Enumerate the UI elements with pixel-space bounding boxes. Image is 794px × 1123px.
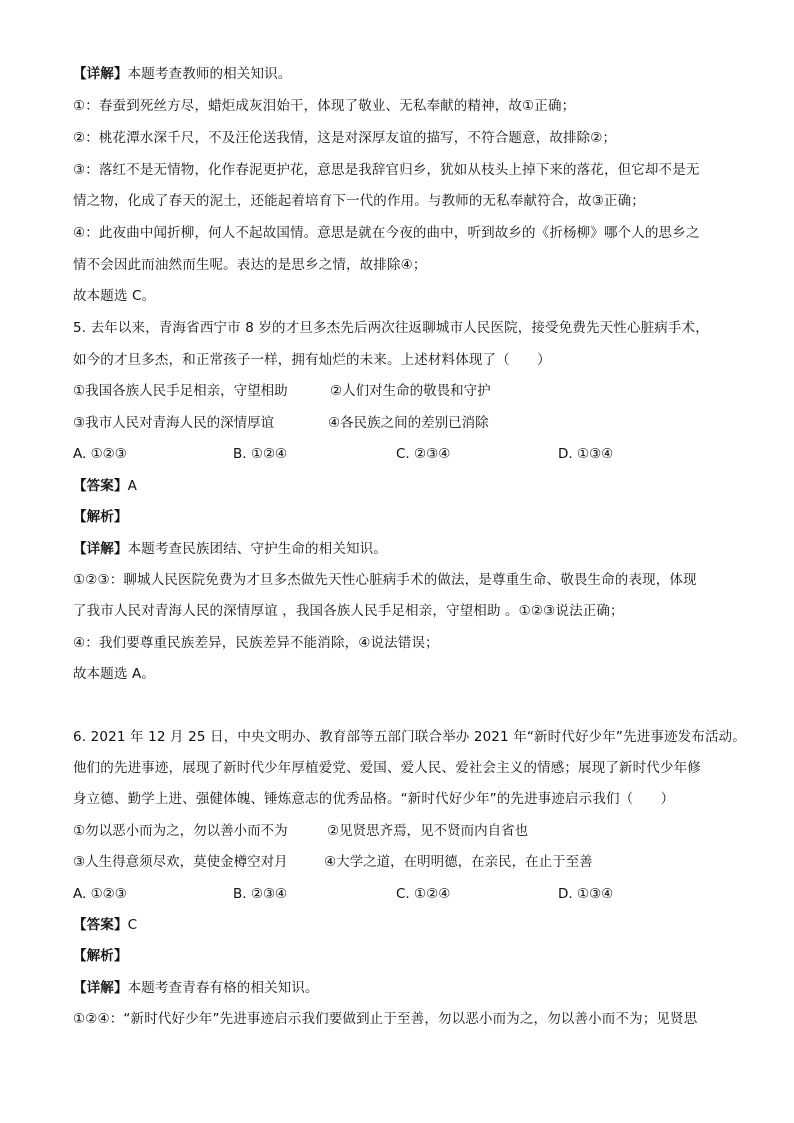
detail-text: 本题考查教师的相关知识。 [127,66,292,82]
answer-label: 【答案】 [73,917,128,933]
q5-item: ①我国各族人民手足相亲，守望相助 [73,383,288,399]
q5-choice-a: A. ①②③ [73,446,127,462]
q5-explanation-line: 了我市人民对青海人民的深情厚谊 ，我国各族人民手足相亲，守望相助 。①②③说法正确； [73,603,624,619]
q5-stem: 5. 去年以来，青海省西宁市 8 岁的才旦多杰先后两次往返聊城市人民医院，接受免费先天性心脏病手术， [73,320,709,336]
q5-item: ②人们对生命的敬畏和守护 [330,383,491,399]
q4-detail-heading [73,64,291,84]
q5-conclusion: 故本题选 A。 [73,666,156,682]
q5-explanation-line: ④：我们要尊重民族差异，民族差异不能消除，④说法错误； [73,635,439,651]
q5-choice-b: B. ①②④ [233,446,288,462]
answer-value: A [127,478,137,494]
q6-item: ②见贤思齐焉，见不贤而内自省也 [327,823,529,839]
q4-explanation-line: ③：落红不是无情物，化作春泥更护花，意思是我辞官归乡，犹如从枝头上掉下来的落花，但它却不是无 [73,162,700,178]
q6-choice-c: C. ①②④ [396,886,451,902]
q4-conclusion: 故本题选 C。 [73,288,156,304]
q6-item: ③人生得意须尽欢，莫使金樽空对月 [73,854,288,870]
q4-explanation-line: 情不会因此而油然而生呢。表达的是思乡之情，故排除④； [73,257,427,273]
q6-choice-b: B. ②③④ [233,886,288,902]
q5-choice-d: D. ①③④ [558,446,614,462]
q6-choice-a: A. ①②③ [73,886,127,902]
q5-item: ④各民族之间的差别已消除 [328,415,489,431]
q4-explanation-line: ②：桃花潭水深千尺，不及汪伦送我情，这是对深厚友谊的描写，不符合题意，故排除②； [73,130,617,146]
q5-choice-c: C. ②③④ [396,446,451,462]
q5-analysis-label: 【解析】 [73,509,128,525]
q6-item: ①勿以恶小而为之，勿以善小而不为 [73,823,288,839]
answer-label: 【答案】 [73,478,128,494]
q6-explanation-line: ①②④：“新时代好少年”先进事迹启示我们要做到止于至善，勿以恶小而为之，勿以善小而不为；见贤思 [73,1011,698,1027]
q6-stem: 身立德、勤学上进、强健体魄、锤炼意志的优秀品格。“新时代好少年”的先进事迹启示我们（ ） [73,791,675,807]
q5-detail-heading [73,539,387,559]
detail-label: 【详解】 [73,980,128,996]
detail-text: 本题考查民族团结、守护生命的相关知识。 [127,541,387,557]
q6-choice-d: D. ①③④ [558,886,614,902]
detail-label: 【详解】 [73,541,128,557]
q4-explanation-line: ①：春蚕到死丝方尽，蜡炬成灰泪始干，体现了敬业、无私奉献的精神，故①正确； [73,98,576,114]
q6-detail-heading [73,978,319,998]
q4-explanation-line: ④：此夜曲中闻折柳，何人不起故国情。意思是就在今夜的曲中，听到故乡的《折杨柳》哪个人的思乡之 [73,225,700,241]
answer-value: C [127,917,138,933]
q5-item: ③我市人民对青海人民的深情厚谊 [73,415,275,431]
q5-stem: 如今的才旦多杰，和正常孩子一样，拥有灿烂的未来。上述材料体现了（ ） [73,352,551,368]
q5-answer [73,476,137,496]
q6-item: ④大学之道，在明明德，在亲民，在止于至善 [324,854,593,870]
q5-explanation-line: ①②③：聊城人民医院免费为才旦多杰做先天性心脏病手术的做法，是尊重生命、敬畏生命的表现，体现 [73,572,697,588]
q6-analysis-label: 【解析】 [73,948,128,964]
q6-stem: 他们的先进事迹，展现了新时代少年厚植爱党、爱国、爱人民、爱社会主义的情感；展现了新时代少年修 [73,760,701,776]
q4-explanation-line: 情之物，化成了春天的泥土，还能起着培育下一代的作用。与教师的无私奉献符合，故③正确； [73,193,645,209]
detail-text: 本题考查青春有格的相关知识。 [127,980,319,996]
detail-label: 【详解】 [73,66,128,82]
q6-answer [73,915,137,935]
q6-stem: 6. 2021 年 12 月 25 日，中央文明办、教育部等五部门联合举办 2021 年“新时代好少年”先进事迹发布活动。 [73,729,746,745]
